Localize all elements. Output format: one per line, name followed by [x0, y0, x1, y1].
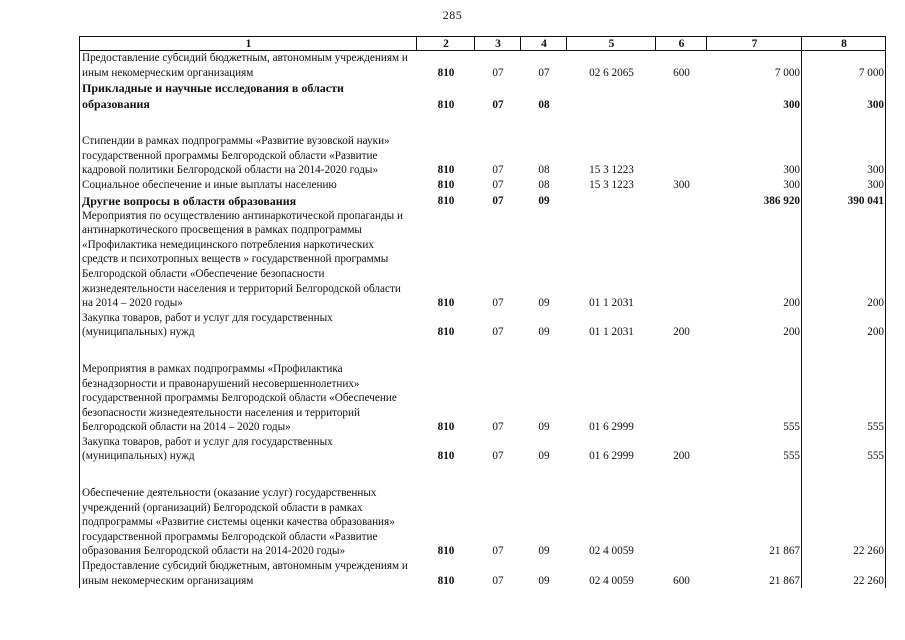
- row-c5: 01 6 2999: [589, 450, 634, 463]
- row-c8: 7 000: [802, 51, 886, 81]
- page-number: 285: [442, 8, 463, 22]
- row-c8: 200: [802, 311, 886, 340]
- spacer: [80, 464, 417, 486]
- row-c4: 09: [538, 326, 550, 339]
- row-c8: 555: [802, 435, 886, 464]
- row-c3: 07: [492, 574, 504, 587]
- row-c2: 810: [437, 297, 455, 310]
- row-name: Предоставление субсидий бюджетным, автономным учреждениям и иным некомерческим организациям: [80, 559, 417, 588]
- row-c3: 07: [492, 326, 504, 339]
- row-c8: 300: [802, 134, 886, 178]
- spacer-row: [80, 112, 886, 134]
- row-c8: 390 041: [802, 193, 886, 209]
- row-name: Социальное обеспечение и иные выплаты населению: [80, 178, 417, 193]
- row-c7: 7 000: [774, 66, 800, 79]
- row-name: Предоставление субсидий бюджетным, автономным учреждениям и иным некомерческим организациям: [80, 51, 417, 81]
- row-c2: 810: [437, 66, 455, 79]
- row-c5: 02 4 0059: [589, 574, 634, 587]
- row-c6: 600: [673, 574, 690, 587]
- row-c3: 07: [492, 164, 504, 177]
- row-c3: 07: [492, 421, 504, 434]
- row-c4: 09: [538, 194, 550, 207]
- row-c6: 600: [673, 66, 690, 79]
- spacer: [80, 112, 417, 134]
- row-name: Стипендии в рамках подпрограммы «Развитие вузовской науки» государственной программы Белгородской области «Развитие кадровой политики Белгородской области на 2014-2020 годы»: [80, 134, 417, 178]
- spacer-row: [80, 464, 886, 486]
- table-row: [80, 486, 886, 559]
- row-c8: 300: [802, 80, 886, 112]
- row-c3: 07: [492, 545, 504, 558]
- header-cell: 2: [417, 37, 475, 51]
- row-c7: 555: [783, 421, 800, 434]
- row-c5: 02 4 0059: [589, 545, 634, 558]
- row-c7: 300: [783, 178, 800, 191]
- header-cell: 1: [80, 37, 417, 51]
- row-c4: 08: [538, 178, 550, 191]
- row-c5: 01 6 2999: [589, 421, 634, 434]
- row-c4: 09: [538, 574, 550, 587]
- row-c6: [656, 209, 707, 311]
- row-c6: 200: [673, 450, 690, 463]
- row-c6: [656, 486, 707, 559]
- row-name: Мероприятия по осуществлению антинаркотической пропаганды и антинаркотического просвещения в рамках подпрограммы «Профилактика немедицинского потребления наркотических средств и психотропных веществ » государственной программы Белгородской области «Обеспечение безопасности жизнедеятельности населения и территорий Белгородской области на 2014 – 2020 годы»: [80, 209, 417, 311]
- row-name: Закупка товаров, работ и услуг для государственных (муниципальных) нужд: [80, 311, 417, 340]
- table-row: [80, 193, 886, 209]
- spacer: [802, 340, 886, 362]
- row-c3: 07: [492, 178, 504, 191]
- row-c3: 07: [492, 66, 504, 79]
- row-name: Прикладные и научные исследования в области образования: [80, 80, 417, 112]
- table-row: [80, 134, 886, 178]
- row-c7: 200: [783, 297, 800, 310]
- row-c2: 810: [437, 98, 455, 111]
- row-c2: 810: [437, 421, 455, 434]
- row-c4: 07: [538, 66, 550, 79]
- row-c7: 300: [783, 164, 800, 177]
- header-cell: 7: [707, 37, 802, 51]
- header-cell: 6: [656, 37, 707, 51]
- header-cell: 8: [802, 37, 886, 51]
- row-c5: [567, 80, 656, 112]
- row-c5: 15 3 1223: [589, 164, 634, 177]
- row-c6: [656, 134, 707, 178]
- row-c6: [656, 193, 707, 209]
- row-c4: 09: [538, 545, 550, 558]
- row-c8: 555: [802, 362, 886, 435]
- row-c4: 08: [538, 164, 550, 177]
- row-c4: 09: [538, 421, 550, 434]
- row-name: Другие вопросы в области образования: [80, 193, 417, 209]
- row-c2: 810: [437, 178, 455, 191]
- row-c2: 810: [437, 450, 455, 463]
- table-row: [80, 209, 886, 311]
- row-c5: 01 1 2031: [589, 326, 634, 339]
- row-c6: 200: [673, 326, 690, 339]
- row-c4: 09: [538, 297, 550, 310]
- spacer: [802, 464, 886, 486]
- row-name: Обеспечение деятельности (оказание услуг) государственных учреждений (организаций) Белгородской области в рамках подпрограммы «Развитие системы оценки качества образования» государственной программы Белгородской области «Развитие образования Белгородской области на 2014-2020 годы»: [80, 486, 417, 559]
- row-c4: 09: [538, 450, 550, 463]
- row-c7: 200: [783, 326, 800, 339]
- row-c6: 300: [673, 178, 690, 191]
- row-name: Мероприятия в рамках подпрограммы «Профилактика безнадзорности и правонарушений несовершеннолетних» государственной программы Белгородской области «Обеспечение безопасности жизнедеятельности населения и территорий Белгородской области на 2014 – 2020 годы»: [80, 362, 417, 435]
- row-c2: 810: [437, 164, 455, 177]
- row-c3: 07: [492, 194, 504, 207]
- row-c7: 386 920: [763, 194, 800, 207]
- row-c8: 22 260: [802, 559, 886, 588]
- row-c7: 21 867: [769, 545, 800, 558]
- row-c2: 810: [437, 545, 455, 558]
- table-row: [80, 51, 886, 81]
- row-c2: 810: [437, 574, 455, 587]
- row-name: Закупка товаров, работ и услуг для государственных (муниципальных) нужд: [80, 435, 417, 464]
- row-c7: 21 867: [769, 574, 800, 587]
- row-c6: [656, 362, 707, 435]
- header-cell: 3: [475, 37, 521, 51]
- row-c4: 08: [538, 98, 550, 111]
- header-cell: 4: [521, 37, 567, 51]
- spacer: [80, 340, 417, 362]
- table-row: [80, 80, 886, 112]
- spacer-row: [80, 340, 886, 362]
- row-c2: 810: [437, 194, 455, 207]
- row-c8: 22 260: [802, 486, 886, 559]
- row-c6: [656, 80, 707, 112]
- row-c7: 555: [783, 450, 800, 463]
- table-row: [80, 311, 886, 340]
- budget-table: [79, 36, 886, 588]
- row-c5: 02 6 2065: [589, 66, 634, 79]
- header-row: [80, 37, 886, 51]
- spacer: [802, 112, 886, 134]
- row-c3: 07: [492, 450, 504, 463]
- row-c7: 300: [783, 98, 800, 111]
- row-c3: 07: [492, 98, 504, 111]
- header-cell: 5: [567, 37, 656, 51]
- row-c5: [567, 193, 656, 209]
- table-row: [80, 559, 886, 588]
- table-row: [80, 178, 886, 193]
- row-c8: 300: [802, 178, 886, 193]
- row-c5: 01 1 2031: [589, 297, 634, 310]
- table-row: [80, 435, 886, 464]
- row-c5: 15 3 1223: [589, 178, 634, 191]
- row-c8: 200: [802, 209, 886, 311]
- table-row: [80, 362, 886, 435]
- row-c2: 810: [437, 326, 455, 339]
- row-c3: 07: [492, 297, 504, 310]
